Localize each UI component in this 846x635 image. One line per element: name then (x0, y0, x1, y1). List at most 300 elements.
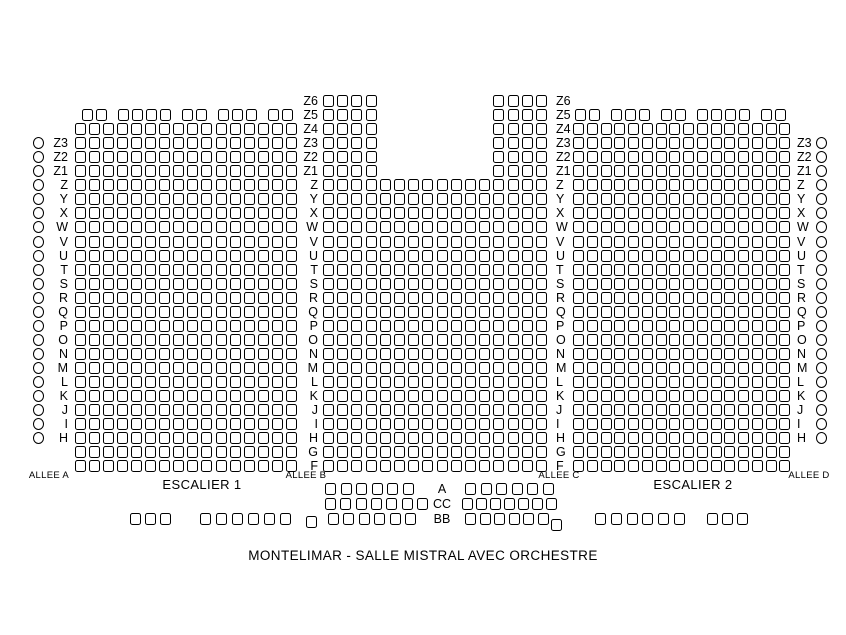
seat[interactable] (711, 179, 722, 191)
seat[interactable] (258, 221, 269, 233)
row-edge-seat-circle[interactable] (816, 320, 827, 332)
seat[interactable] (766, 250, 777, 262)
seat[interactable] (117, 334, 128, 346)
seat[interactable] (230, 179, 241, 191)
seat[interactable] (766, 362, 777, 374)
seat[interactable] (724, 151, 735, 163)
seat[interactable] (587, 348, 598, 360)
seat[interactable] (437, 334, 448, 346)
seat[interactable] (479, 404, 490, 416)
seat[interactable] (614, 278, 625, 290)
seat[interactable] (89, 432, 100, 444)
orchestra-seat[interactable] (232, 513, 243, 525)
seat[interactable] (656, 207, 667, 219)
seat[interactable] (724, 123, 735, 135)
seat[interactable] (724, 193, 735, 205)
seat[interactable] (173, 334, 184, 346)
seat[interactable] (422, 250, 433, 262)
seat[interactable] (408, 179, 419, 191)
seat[interactable] (536, 221, 547, 233)
seat[interactable] (601, 137, 612, 149)
seat[interactable] (380, 446, 391, 458)
seat[interactable] (89, 306, 100, 318)
seat[interactable] (337, 446, 348, 458)
seat[interactable] (408, 292, 419, 304)
seat[interactable] (258, 123, 269, 135)
seat[interactable] (766, 418, 777, 430)
orchestra-seat[interactable] (504, 498, 515, 510)
seat[interactable] (159, 362, 170, 374)
seat[interactable] (272, 292, 283, 304)
seat[interactable] (422, 418, 433, 430)
seat[interactable] (337, 137, 348, 149)
seat[interactable] (669, 292, 680, 304)
seat[interactable] (573, 221, 584, 233)
seat[interactable] (437, 460, 448, 472)
seat[interactable] (752, 376, 763, 388)
seat[interactable] (230, 404, 241, 416)
orchestra-seat[interactable] (371, 498, 382, 510)
seat[interactable] (182, 109, 193, 121)
seat[interactable] (752, 460, 763, 472)
seat[interactable] (642, 123, 653, 135)
seat[interactable] (394, 432, 405, 444)
seat[interactable] (201, 432, 212, 444)
seat[interactable] (601, 236, 612, 248)
orchestra-seat[interactable] (523, 513, 534, 525)
seat[interactable] (75, 376, 86, 388)
seat[interactable] (752, 207, 763, 219)
seat[interactable] (683, 432, 694, 444)
seat[interactable] (779, 432, 790, 444)
seat[interactable] (738, 207, 749, 219)
seat[interactable] (587, 306, 598, 318)
orchestra-seat[interactable] (627, 513, 638, 525)
seat[interactable] (244, 193, 255, 205)
seat[interactable] (366, 95, 377, 107)
seat[interactable] (422, 404, 433, 416)
seat[interactable] (103, 179, 114, 191)
seat[interactable] (366, 460, 377, 472)
seat[interactable] (366, 207, 377, 219)
seat[interactable] (145, 432, 156, 444)
seat[interactable] (173, 320, 184, 332)
seat[interactable] (587, 320, 598, 332)
seat[interactable] (187, 348, 198, 360)
seat[interactable] (656, 404, 667, 416)
seat[interactable] (724, 292, 735, 304)
seat[interactable] (465, 306, 476, 318)
seat[interactable] (536, 137, 547, 149)
seat[interactable] (216, 362, 227, 374)
seat[interactable] (522, 446, 533, 458)
seat[interactable] (628, 278, 639, 290)
seat[interactable] (536, 334, 547, 346)
seat[interactable] (159, 432, 170, 444)
seat[interactable] (683, 460, 694, 472)
seat[interactable] (697, 460, 708, 472)
seat[interactable] (351, 179, 362, 191)
seat[interactable] (752, 292, 763, 304)
seat[interactable] (738, 151, 749, 163)
seat[interactable] (465, 390, 476, 402)
seat[interactable] (337, 292, 348, 304)
seat[interactable] (697, 306, 708, 318)
seat[interactable] (437, 432, 448, 444)
seat[interactable] (394, 250, 405, 262)
seat[interactable] (337, 362, 348, 374)
seat[interactable] (779, 179, 790, 191)
seat[interactable] (187, 460, 198, 472)
seat[interactable] (656, 264, 667, 276)
seat[interactable] (493, 320, 504, 332)
seat[interactable] (75, 137, 86, 149)
seat[interactable] (216, 292, 227, 304)
seat[interactable] (258, 460, 269, 472)
seat[interactable] (724, 348, 735, 360)
orchestra-seat[interactable] (658, 513, 669, 525)
seat[interactable] (216, 404, 227, 416)
seat[interactable] (683, 446, 694, 458)
seat[interactable] (145, 390, 156, 402)
seat[interactable] (258, 207, 269, 219)
seat[interactable] (522, 362, 533, 374)
seat[interactable] (614, 193, 625, 205)
seat[interactable] (187, 278, 198, 290)
seat[interactable] (230, 278, 241, 290)
seat[interactable] (587, 193, 598, 205)
seat[interactable] (145, 193, 156, 205)
seat[interactable] (366, 264, 377, 276)
seat[interactable] (536, 179, 547, 191)
orchestra-seat[interactable] (462, 498, 473, 510)
seat[interactable] (669, 193, 680, 205)
seat[interactable] (522, 334, 533, 346)
seat[interactable] (230, 250, 241, 262)
seat[interactable] (752, 264, 763, 276)
seat[interactable] (587, 207, 598, 219)
seat[interactable] (683, 278, 694, 290)
seat[interactable] (216, 306, 227, 318)
seat[interactable] (451, 376, 462, 388)
seat[interactable] (437, 362, 448, 374)
seat[interactable] (258, 446, 269, 458)
seat[interactable] (724, 250, 735, 262)
seat[interactable] (89, 348, 100, 360)
seat[interactable] (738, 165, 749, 177)
seat[interactable] (587, 292, 598, 304)
seat[interactable] (216, 432, 227, 444)
seat[interactable] (683, 320, 694, 332)
seat[interactable] (508, 193, 519, 205)
seat[interactable] (216, 390, 227, 402)
seat[interactable] (683, 348, 694, 360)
seat[interactable] (201, 362, 212, 374)
seat[interactable] (216, 236, 227, 248)
seat[interactable] (117, 123, 128, 135)
seat[interactable] (493, 207, 504, 219)
seat[interactable] (451, 460, 462, 472)
seat[interactable] (89, 250, 100, 262)
seat[interactable] (337, 460, 348, 472)
seat[interactable] (187, 264, 198, 276)
seat[interactable] (642, 278, 653, 290)
seat[interactable] (131, 207, 142, 219)
seat[interactable] (131, 264, 142, 276)
seat[interactable] (536, 95, 547, 107)
seat[interactable] (451, 292, 462, 304)
seat[interactable] (465, 404, 476, 416)
seat[interactable] (258, 320, 269, 332)
seat[interactable] (160, 109, 171, 121)
seat[interactable] (323, 320, 334, 332)
seat[interactable] (697, 292, 708, 304)
seat[interactable] (408, 348, 419, 360)
seat[interactable] (323, 334, 334, 346)
seat[interactable] (573, 278, 584, 290)
seat[interactable] (258, 179, 269, 191)
orchestra-seat[interactable] (722, 513, 733, 525)
seat[interactable] (711, 207, 722, 219)
seat[interactable] (738, 320, 749, 332)
seat[interactable] (145, 446, 156, 458)
seat[interactable] (573, 179, 584, 191)
seat[interactable] (145, 123, 156, 135)
seat[interactable] (614, 207, 625, 219)
seat[interactable] (272, 446, 283, 458)
seat[interactable] (145, 207, 156, 219)
seat[interactable] (117, 151, 128, 163)
seat[interactable] (493, 109, 504, 121)
seat[interactable] (394, 362, 405, 374)
seat[interactable] (614, 432, 625, 444)
seat[interactable] (323, 236, 334, 248)
seat[interactable] (351, 165, 362, 177)
seat[interactable] (536, 278, 547, 290)
seat[interactable] (408, 320, 419, 332)
seat[interactable] (493, 221, 504, 233)
seat[interactable] (508, 362, 519, 374)
seat[interactable] (536, 193, 547, 205)
seat[interactable] (738, 334, 749, 346)
seat[interactable] (103, 376, 114, 388)
seat[interactable] (145, 418, 156, 430)
seat[interactable] (724, 221, 735, 233)
seat[interactable] (508, 432, 519, 444)
seat[interactable] (479, 446, 490, 458)
seat[interactable] (131, 460, 142, 472)
seat[interactable] (187, 334, 198, 346)
seat[interactable] (573, 362, 584, 374)
seat[interactable] (75, 348, 86, 360)
seat[interactable] (508, 179, 519, 191)
seat[interactable] (724, 418, 735, 430)
seat[interactable] (601, 432, 612, 444)
seat[interactable] (351, 109, 362, 121)
seat[interactable] (752, 418, 763, 430)
seat[interactable] (522, 278, 533, 290)
seat[interactable] (614, 151, 625, 163)
seat[interactable] (187, 390, 198, 402)
seat[interactable] (614, 418, 625, 430)
seat[interactable] (89, 460, 100, 472)
seat[interactable] (258, 306, 269, 318)
seat[interactable] (201, 460, 212, 472)
seat[interactable] (465, 264, 476, 276)
seat[interactable] (766, 123, 777, 135)
row-edge-seat-circle[interactable] (816, 362, 827, 374)
seat[interactable] (145, 151, 156, 163)
row-edge-seat-circle[interactable] (816, 264, 827, 276)
seat[interactable] (75, 236, 86, 248)
seat[interactable] (131, 123, 142, 135)
seat[interactable] (697, 123, 708, 135)
seat[interactable] (244, 376, 255, 388)
seat[interactable] (451, 418, 462, 430)
seat[interactable] (656, 460, 667, 472)
seat[interactable] (244, 179, 255, 191)
seat[interactable] (394, 278, 405, 290)
seat[interactable] (614, 264, 625, 276)
seat[interactable] (159, 404, 170, 416)
seat[interactable] (422, 236, 433, 248)
seat[interactable] (366, 236, 377, 248)
seat[interactable] (145, 179, 156, 191)
seat[interactable] (614, 306, 625, 318)
seat[interactable] (380, 292, 391, 304)
seat[interactable] (656, 446, 667, 458)
seat[interactable] (96, 109, 107, 121)
seat[interactable] (697, 432, 708, 444)
seat[interactable] (408, 278, 419, 290)
seat[interactable] (573, 320, 584, 332)
seat[interactable] (779, 264, 790, 276)
seat[interactable] (244, 278, 255, 290)
seat[interactable] (752, 278, 763, 290)
seat[interactable] (711, 278, 722, 290)
seat[interactable] (230, 460, 241, 472)
seat[interactable] (187, 362, 198, 374)
seat[interactable] (508, 292, 519, 304)
seat[interactable] (451, 348, 462, 360)
seat[interactable] (766, 334, 777, 346)
seat[interactable] (536, 404, 547, 416)
seat[interactable] (465, 334, 476, 346)
seat[interactable] (323, 306, 334, 318)
seat[interactable] (366, 432, 377, 444)
seat[interactable] (272, 151, 283, 163)
row-edge-seat-circle[interactable] (816, 137, 827, 149)
orchestra-seat[interactable] (480, 513, 491, 525)
seat[interactable] (738, 348, 749, 360)
seat[interactable] (479, 221, 490, 233)
seat[interactable] (752, 123, 763, 135)
seat[interactable] (752, 362, 763, 374)
seat[interactable] (766, 193, 777, 205)
seat[interactable] (272, 306, 283, 318)
seat[interactable] (173, 123, 184, 135)
seat[interactable] (711, 404, 722, 416)
seat[interactable] (493, 460, 504, 472)
seat[interactable] (216, 446, 227, 458)
seat[interactable] (394, 334, 405, 346)
orchestra-seat[interactable] (546, 498, 557, 510)
orchestra-seat[interactable] (465, 513, 476, 525)
seat[interactable] (493, 446, 504, 458)
seat[interactable] (351, 418, 362, 430)
seat[interactable] (601, 404, 612, 416)
seat[interactable] (82, 109, 93, 121)
seat[interactable] (493, 362, 504, 374)
seat[interactable] (493, 123, 504, 135)
seat[interactable] (587, 165, 598, 177)
seat[interactable] (614, 404, 625, 416)
seat[interactable] (711, 460, 722, 472)
seat[interactable] (669, 348, 680, 360)
seat[interactable] (408, 193, 419, 205)
seat[interactable] (493, 432, 504, 444)
seat[interactable] (173, 250, 184, 262)
seat[interactable] (752, 334, 763, 346)
seat[interactable] (89, 236, 100, 248)
seat[interactable] (75, 207, 86, 219)
seat[interactable] (89, 390, 100, 402)
seat[interactable] (738, 264, 749, 276)
seat[interactable] (117, 179, 128, 191)
seat[interactable] (75, 418, 86, 430)
seat[interactable] (711, 193, 722, 205)
seat[interactable] (536, 165, 547, 177)
seat[interactable] (89, 418, 100, 430)
seat[interactable] (697, 250, 708, 262)
seat[interactable] (187, 418, 198, 430)
seat[interactable] (159, 123, 170, 135)
seat[interactable] (337, 264, 348, 276)
seat[interactable] (201, 446, 212, 458)
seat[interactable] (601, 292, 612, 304)
seat[interactable] (351, 348, 362, 360)
seat[interactable] (268, 109, 279, 121)
row-edge-seat-circle[interactable] (816, 165, 827, 177)
seat[interactable] (258, 137, 269, 149)
seat[interactable] (258, 292, 269, 304)
seat[interactable] (711, 292, 722, 304)
seat[interactable] (628, 236, 639, 248)
seat[interactable] (323, 123, 334, 135)
seat[interactable] (766, 207, 777, 219)
seat[interactable] (642, 460, 653, 472)
seat[interactable] (145, 306, 156, 318)
seat[interactable] (272, 179, 283, 191)
seat[interactable] (437, 446, 448, 458)
seat[interactable] (656, 348, 667, 360)
seat[interactable] (131, 348, 142, 360)
seat[interactable] (258, 165, 269, 177)
seat[interactable] (697, 446, 708, 458)
seat[interactable] (230, 348, 241, 360)
seat[interactable] (131, 306, 142, 318)
seat[interactable] (422, 432, 433, 444)
seat[interactable] (437, 193, 448, 205)
seat[interactable] (779, 221, 790, 233)
seat[interactable] (628, 376, 639, 388)
seat[interactable] (738, 292, 749, 304)
seat[interactable] (117, 165, 128, 177)
seat[interactable] (216, 165, 227, 177)
seat[interactable] (479, 306, 490, 318)
seat[interactable] (479, 193, 490, 205)
seat[interactable] (201, 123, 212, 135)
